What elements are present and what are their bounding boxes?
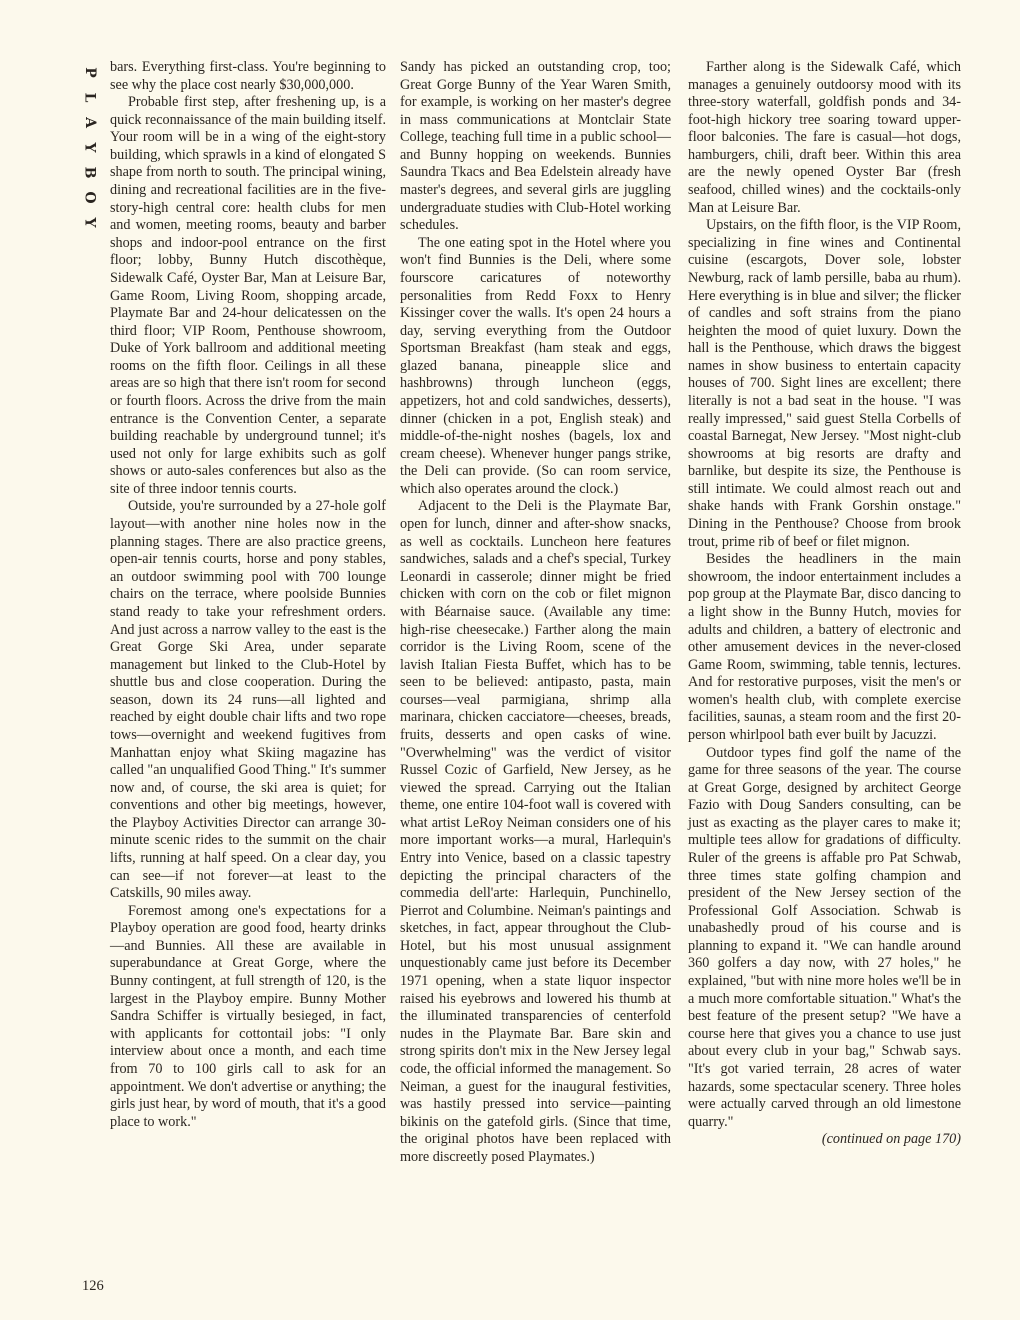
paragraph: Probable first step, after freshening up, is a quick reconnaissance of the main building itself. Your room will be in a wing of the eight-story building, which sprawls in a kind of elongated S shape from north to south. The principal wining, dining and recreational facilities are in the five-story-high central core: health clubs for men and women, meeting rooms, beauty and barber shops and indoor-pool entrance on the first floor; lobby, Bunny Hutch discothèque, Sidewalk Café, Oyster Bar, Man at Leisure Bar, Game Room, Living Room, shopping arcade, Playmate Bar and 24-hour delicatessen on the third floor; VIP Room, Penthouse showroom, Duke of York ballroom and additional meeting rooms on the fifth floor. Ceilings in all these areas are so high that there isn't room for second or fourth floors. Across the drive from the main entrance is the Convention Center, a separate building reachable by underground tunnel; it's used not only for large exhibits such as golf shows or auto-sales conferences but also as the site of three indoor tennis courts. bbox=[110, 94, 386, 497]
logo-letter: B bbox=[81, 166, 98, 179]
text-column-3 bbox=[688, 59, 961, 1149]
paragraph: Adjacent to the Deli is the Playmate Bar, open for lunch, dinner and after-show snacks, as well as cocktails. Luncheon here features sandwiches, salads and a chef's special, Turkey Leonardi in casserole; dinner might be fried chicken with corn on the cob or filet mignon with Béarnaise sauce. (Available any time: high-rise cheesecake.) Farther along the main corridor is the Living Room, scene of the lavish Italian Fiesta Buffet, which has to be seen to be believed: antipasto, pasta, main courses—veal parmigiana, shrimp alla marinara, chicken cacciatore—cheeses, breads, fruits, desserts and open casks of wine. "Overwhelming" was the verdict of visitor Russel Cozic of Garfield, New Jersey, as he viewed the spread. Carrying out the Italian theme, one entire 104-foot wall is covered with what artist LeRoy Neiman considers one of his more important works—a mural, Harlequin's Entry into Venice, based on a classic tapestry depicting the principal characters of the commedia dell'arte: Harlequin, Punchinello, Pierrot and Columbine. Neiman's paintings and sketches, in fact, appear throughout the Club-Hotel, but his most unusual assignment unquestionably came just before its December 1971 opening, when a state liquor inspector raised his eyebrows and lowered his thumb at the illuminated transparencies of centerfold nudes in the Playmate Bar. Bare skin and strong spirits don't mix in the New Jersey legal code, the official informed the management. So Neiman, a guest for the inaugural festivities, was hastily pressed into service—painting bikinis on the gatefold girls. (Since that time, the original photos have been replaced with more discreetly posed Playmates.) bbox=[400, 498, 671, 1165]
paragraph: Upstairs, on the fifth floor, is the VIP Room, specializing in fine wines and Continental cuisine (escargots, Dover sole, lobster Newburg, rack of lamb persille, baba au rhum). Here everything is in blue and silver; the flicker of candles and soft strains from the piano heighten the mood of quiet luxury. Down the hall is the Penthouse, which draws the biggest names in show business to entertain capacity houses of 700. Sight lines are excellent; there literally is not a bad seat in the house. "I was really impressed," said guest Stella Corbells of coastal Barnegat, New Jersey. "Most night-club showrooms at big resorts are drafty and barnlike, but despite its size, the Penthouse is still intimate. We could almost reach out and shake hands with Frank Gorshin onstage." Dining in the Penthouse? Choose from brook trout, prime rib of beef or filet mignon. bbox=[688, 217, 961, 550]
paragraph: The one eating spot in the Hotel where you won't find Bunnies is the Deli, where some fourscore caricatures of noteworthy personalities from Redd Foxx to Henry Kissinger cover the walls. It's open 24 hours a day, serving everything from the Outdoor Sportsman Breakfast (ham steak and eggs, glazed banana, pineapple slice and hashbrowns) through luncheon (eggs, appetizers, hot and cold sandwiches, desserts), dinner (chicken in a pot, English steak) and middle-of-the-night noshes (bagels, lox and cream cheese). Whenever hunger pangs strike, the Deli can provide. (So can room service, which also operates around the clock.) bbox=[400, 234, 671, 497]
logo-letter: Y bbox=[81, 142, 98, 153]
paragraph: Outside, you're surrounded by a 27-hole golf layout—with another nine holes now in the planning stages. There are also practice greens, open-air tennis courts, horse and pony stables, an outdoor swimming pool with 700 lounge chairs on the terrace, where poolside Bunnies stand ready to take your refreshment orders. And just across a narrow valley to the east is the Great Gorge Ski Area, under separate management but linked to the Club-Hotel by shuttle bus and close cooperation. During the season, down its 24 runs—all lighted and reached by eight double chair lifts and two rope tows—overnight and weekend fugitives from Manhattan enjoy what Skiing magazine has called "an unqualified Good Thing." It's summer now and, of course, the ski area is quiet; for conventions and other big meetings, however, the Playboy Activities Director can arrange 30-minute scenic rides to the summit on the chair lifts, running at half speed. On a clear day, you can see—if not forever—at least to the Catskills, 90 miles away. bbox=[110, 498, 386, 902]
page-number: 126 bbox=[82, 1278, 104, 1294]
logo-letter: A bbox=[81, 117, 98, 128]
paragraph: Farther along is the Sidewalk Café, which manages a genuinely outdoorsy mood with its three-story waterfall, goldfish ponds and 34-foot-high hickory tree soaring toward upper-floor balconies. The fare is casual—hot dogs, hamburgers, chili, draft beer. Within this area are the newly opened Oyster Bar (fresh seafood, chilled wines) and the cocktails-only Man at Leisure Bar. bbox=[688, 59, 961, 216]
paragraph: Sandy has picked an outstanding crop, too; Great Gorge Bunny of the Year Waren Smith, for example, is working on her master's degree in mass communications at Montclair State College, teaching full time in a public school—and Bunny hopping on weekends. Bunnies Saundra Tkacs and Bea Edelstein already have master's degrees, and several girls are juggling undergraduate studies with Club-Hotel working schedules. bbox=[400, 59, 671, 234]
logo-letter: Y bbox=[81, 217, 98, 228]
text-column-1 bbox=[110, 59, 386, 1131]
continuation-note: (continued on page 170) bbox=[821, 1131, 961, 1148]
magazine-logo bbox=[74, 60, 104, 235]
text-column-2 bbox=[400, 59, 671, 1166]
logo-letter: P bbox=[81, 67, 98, 78]
paragraph: bars. Everything first-class. You're beginning to see why the place cost nearly $30,000,000. bbox=[110, 59, 386, 93]
paragraph: Foremost among one's expectations for a Playboy operation are good food, hearty drinks—and Bunnies. All these are available in superabundance at Great Gorge, where the Bunny contingent, at full strength of 120, is the largest in the Playboy empire. Bunny Mother Sandra Schiffer is virtually besieged, in fact, with applicants for cottontail jobs: "I only interview about once a month, and each time from 70 to 100 girls call to ask for an appointment. We don't advertise or anything; the girls just hear, by word of mouth, that it's a good place to work." bbox=[110, 902, 386, 1130]
paragraph: Outdoor types find golf the name of the game for three seasons of the year. The course at Great Gorge, designed by architect George Fazio with Doug Sanders consulting, can be just as exacting as the player cares to make it; multiple tees allow for gradations of difficulty. Ruler of the greens is affable pro Pat Schwab, three times state golfing champion and president of the New Jersey section of the Professional Golf Association. Schwab is unabashedly proud of his course and is planning to expand it. "We can handle around 360 golfers a day now, with 27 holes," he explained, "but with nine more holes we'll be in a much more comfortable situation." What's the best feature of the present setup? "We have a course here that gives you a chance to use just about every club in your bag," Schwab says. "It's got varied terrain, 28 acres of water hazards, some spectacular scenery. Three holes were actually carved through an old limestone quarry." bbox=[688, 744, 961, 1130]
logo-letter: L bbox=[81, 92, 98, 103]
paragraph: Besides the headliners in the main showroom, the indoor entertainment includes a pop group at the Playmate Bar, disco dancing to a light show in the Bunny Hutch, movies for adults and children, a battery of electronic and other amusement devices in the never-closed Game Room, swimming, table tennis, lectures. And for restorative purposes, visit the men's or women's health club, with complete exercise facilities, saunas, a steam room and the first 20-person whirlpool bath ever built by Jacuzzi. bbox=[688, 551, 961, 743]
logo-letter: O bbox=[81, 191, 98, 204]
